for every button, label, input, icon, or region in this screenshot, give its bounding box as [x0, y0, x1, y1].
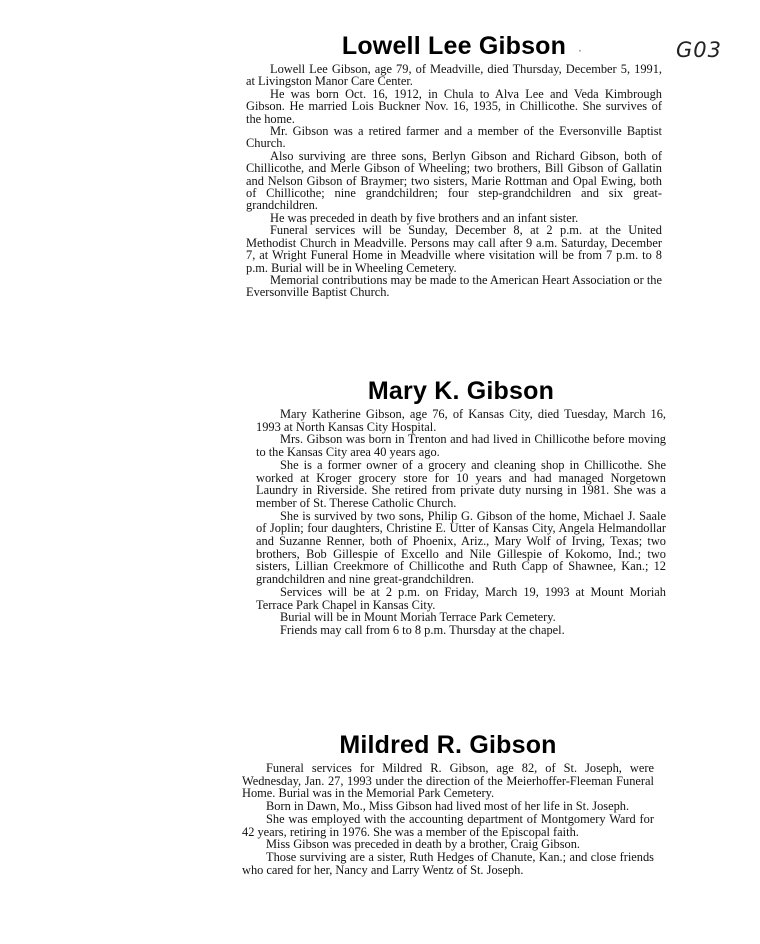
obituary-paragraph: She was employed with the accounting department of Montgomery Ward for 42 years, retiring in 1976. She was a member of the Episcopal faith. [242, 811, 654, 839]
obituary-paragraph: Funeral services for Mildred R. Gibson, age 82, of St. Joseph, were Wednesday, Jan. 27, 1993 under the direction of the Meierhoffer-Fleeman Funeral Home. Burial was in the Memorial Park Cemetery. [242, 761, 654, 801]
obituary-paragraph: Miss Gibson was preceded in death by a brother, Craig Gibson. [266, 837, 581, 852]
obituary-mildred-r-gibson [242, 731, 654, 876]
obituary-paragraph: He was born Oct. 16, 1912, in Chula to Alva Lee and Veda Kimbrough Gibson. He married Lois Buckner Nov. 16, 1935, in Chillicothe. She survives of the home. [246, 86, 662, 126]
obituary-paragraph: He was preceded in death by five brothers and an infant sister. [270, 210, 579, 225]
obituary-lowell-lee-gibson [246, 32, 662, 299]
obituary-paragraph: Mrs. Gibson was born in Trenton and had lived in Chillicothe before moving to the Kansas City area 40 years ago. [256, 432, 666, 460]
obituary-paragraph: Burial will be in Mount Moriah Terrace Park Cemetery. [280, 610, 556, 625]
obituary-name: Lowell Lee Gibson [341, 32, 567, 60]
obituary-paragraph: Lowell Lee Gibson, age 79, of Meadville, died Thursday, December 5, 1991, at Livingston Manor Care Center. [246, 62, 662, 89]
obituary-paragraph: Those surviving are a sister, Ruth Hedges of Chanute, Kan.; and close friends who cared for her, Nancy and Larry Wentz of St. Joseph. [242, 849, 654, 877]
obituary-paragraph: She is a former owner of a grocery and cleaning shop in Chillicothe. She worked at Kroger grocery store for 10 years and had managed Norgetown Laundry in Riverside. She retired from private duty nursing in 1981. She was a member of St. Therese Catholic Church. [256, 457, 666, 510]
scan-speck: · [578, 44, 582, 58]
page-label: G03 [676, 38, 722, 62]
obituary-paragraph: Funeral services will be Sunday, December 8, at 2 p.m. at the United Methodist Church in Meadville. Persons may call after 9 a.m. Saturday, December 7, at Wright Funeral Home in Meadville where visitation will be from 7 p.m. to 8 p.m. Burial will be in Wheeling Cemetery. [246, 223, 662, 275]
obituary-paragraph: Services will be at 2 p.m. on Friday, March 19, 1993 at Mount Moriah Terrace Park Chapel in Kansas City. [256, 584, 666, 612]
obituary-mary-k-gibson [256, 377, 666, 637]
obituary-paragraph: Mr. Gibson was a retired farmer and a member of the Eversonville Baptist Church. [246, 124, 662, 151]
obituary-paragraph: Mary Katherine Gibson, age 76, of Kansas City, died Tuesday, March 16, 1993 at North Kansas City Hospital. [256, 407, 666, 434]
obituary-paragraph: Friends may call from 6 to 8 p.m. Thursday at the chapel. [280, 622, 565, 637]
obituary-name: Mary K. Gibson [367, 377, 555, 405]
obituary-name: Mildred R. Gibson [339, 731, 557, 759]
obituary-paragraph: She is survived by two sons, Philip G. Gibson of the home, Michael J. Saale of Joplin; four daughters, Christine E. Utter of Kansas City, Angela Helmandollar and Suzanne Renner, both of Phoenix, Ariz., Mary Wolf of Irving, Texas; two brothers, Bob Gillespie of Excello and Nile Gillespie of Kokomo, Ind.; two sisters, Lillian Creekmore of Chillicothe and Ruth Capp of Shawnee, Kan.; 12 grandchildren and nine great-grandchildren. [256, 508, 666, 587]
obituary-paragraph: Born in Dawn, Mo., Miss Gibson had lived most of her life in St. Joseph. [266, 799, 630, 814]
obituary-paragraph: Memorial contributions may be made to the American Heart Association or the Eversonville Baptist Church. [246, 272, 662, 300]
obituary-paragraph: Also surviving are three sons, Berlyn Gibson and Richard Gibson, both of Chillicothe, and Merle Gibson of Wheeling; two brothers, Bill Gibson of Gallatin and Nelson Gibson of Braymer; two sisters, Marie Rottman and Opal Ewing, both of Chillicothe; nine grandchildren; four step-grandchildren and six great-grandchildren. [246, 148, 662, 213]
